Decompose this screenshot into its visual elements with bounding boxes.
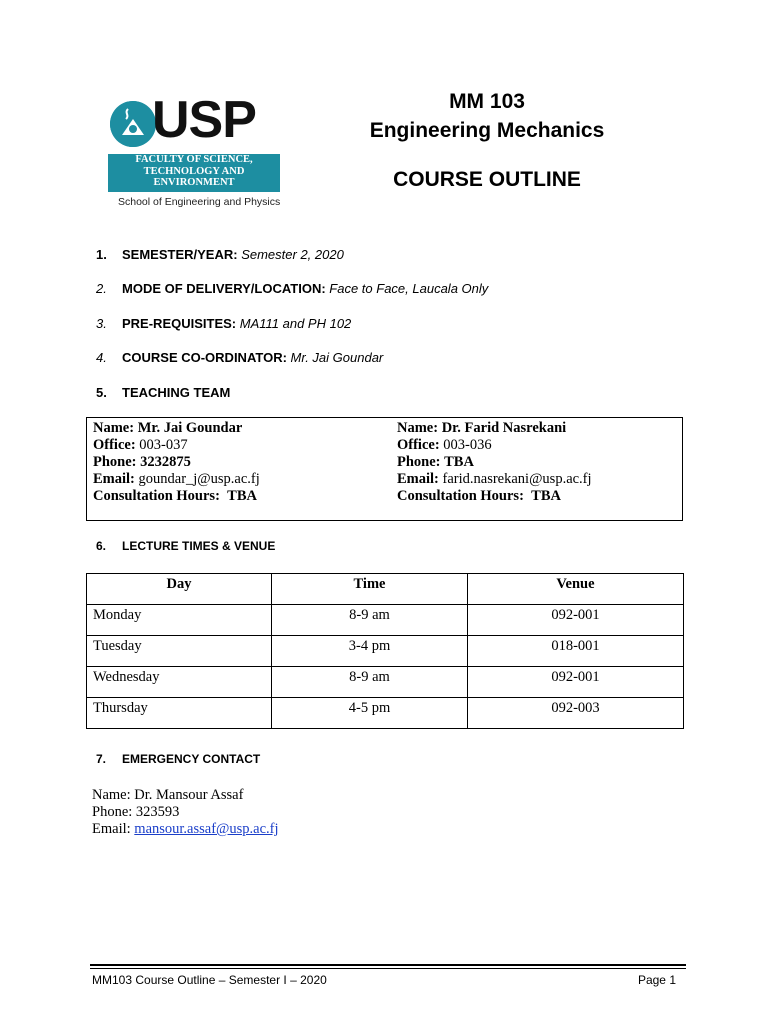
field-label: Email: xyxy=(93,471,135,487)
item-label: PRE-REQUISITES: xyxy=(122,316,237,331)
footer-rule xyxy=(90,964,686,966)
item-lecture-times xyxy=(96,539,275,553)
field-label: Name: xyxy=(93,420,135,436)
item-value: MA111 and PH 102 xyxy=(239,316,352,331)
school-name: School of Engineering and Physics xyxy=(118,196,281,208)
table-header-row xyxy=(87,574,684,605)
item-label: LECTURE TIMES & VENUE xyxy=(122,539,276,553)
course-name: Engineering Mechanics xyxy=(369,119,605,142)
column-header: Day xyxy=(87,574,272,605)
footer-rule xyxy=(90,968,686,969)
member-phone: TBA xyxy=(444,454,474,470)
member-hours: TBA xyxy=(531,488,561,504)
field-label: Name: xyxy=(92,787,131,803)
document-title: COURSE OUTLINE xyxy=(393,168,581,191)
item-label: TEACHING TEAM xyxy=(122,385,231,400)
member-email: farid.nasrekani@usp.ac.fj xyxy=(442,471,592,487)
cell-time: 8-9 am xyxy=(272,605,468,636)
item-value: Mr. Jai Goundar xyxy=(290,350,384,365)
cell-day: Wednesday xyxy=(87,667,272,698)
contact-email-link[interactable]: mansour.assaf@usp.ac.fj xyxy=(134,821,279,837)
table-row xyxy=(87,667,684,698)
field-label: Email: xyxy=(397,471,439,487)
table-row xyxy=(87,636,684,667)
field-label: Office: xyxy=(93,437,136,453)
field-label: Name: xyxy=(397,420,439,436)
contact-name: Dr. Mansour Assaf xyxy=(134,787,244,803)
member-phone: 3232875 xyxy=(140,454,191,470)
item-number: 2. xyxy=(96,281,107,296)
item-delivery xyxy=(96,281,488,296)
faculty-line: FACULTY OF SCIENCE, xyxy=(135,154,253,165)
field-label: Consultation Hours: xyxy=(93,488,220,504)
item-number: 4. xyxy=(96,350,107,365)
item-value: Semester 2, 2020 xyxy=(241,247,344,262)
member-office: 003-036 xyxy=(443,437,492,453)
cell-day: Monday xyxy=(87,605,272,636)
member-email: goundar_j@usp.ac.fj xyxy=(138,471,260,487)
table-row xyxy=(87,605,684,636)
usp-logo xyxy=(108,91,283,210)
field-label: Phone: xyxy=(93,454,137,470)
field-label: Email: xyxy=(92,821,131,837)
item-label: COURSE CO-ORDINATOR: xyxy=(122,350,287,365)
field-label: Phone: xyxy=(397,454,441,470)
field-label: Office: xyxy=(397,437,440,453)
cell-venue: 092-001 xyxy=(468,667,684,698)
team-member xyxy=(93,420,260,505)
column-header: Time xyxy=(272,574,468,605)
faculty-line: TECHNOLOGY AND xyxy=(143,165,245,177)
logo-wordmark: USP xyxy=(152,91,256,149)
item-prerequisites xyxy=(96,316,351,331)
contact-phone: 323593 xyxy=(135,804,180,820)
course-code: MM 103 xyxy=(449,90,525,113)
team-member xyxy=(397,420,592,505)
field-label: Phone: xyxy=(92,804,133,820)
page-number: Page 1 xyxy=(637,973,676,987)
faculty-line: ENVIRONMENT xyxy=(153,177,235,188)
cell-time: 8-9 am xyxy=(272,667,468,698)
cell-day: Thursday xyxy=(87,698,272,729)
item-label: EMERGENCY CONTACT xyxy=(122,752,261,766)
member-name: Mr. Jai Goundar xyxy=(137,420,243,436)
item-number: 7. xyxy=(96,752,107,766)
emergency-contact-block xyxy=(92,787,279,838)
teaching-team-box xyxy=(86,417,683,521)
cell-venue: 092-003 xyxy=(468,698,684,729)
item-number: 3. xyxy=(96,316,107,331)
item-semester xyxy=(96,247,344,262)
item-number: 6. xyxy=(96,539,107,553)
logo-mark xyxy=(108,91,283,154)
field-label: Consultation Hours: xyxy=(397,488,524,504)
member-name: Dr. Farid Nasrekani xyxy=(441,420,567,436)
cell-time: 3-4 pm xyxy=(272,636,468,667)
cell-venue: 018-001 xyxy=(468,636,684,667)
item-label: SEMESTER/YEAR: xyxy=(122,247,238,262)
item-teaching-team xyxy=(96,385,230,400)
item-number: 1. xyxy=(96,247,107,262)
cell-day: Tuesday xyxy=(87,636,272,667)
item-value: Face to Face, Laucala Only xyxy=(329,281,489,296)
cell-venue: 092-001 xyxy=(468,605,684,636)
member-hours: TBA xyxy=(227,488,257,504)
table-row xyxy=(87,698,684,729)
cell-time: 4-5 pm xyxy=(272,698,468,729)
lecture-table xyxy=(86,573,684,729)
item-coordinator xyxy=(96,350,383,365)
item-label: MODE OF DELIVERY/LOCATION: xyxy=(122,281,326,296)
logo-emblem-icon xyxy=(110,101,156,147)
column-header: Venue xyxy=(468,574,684,605)
footer-title: MM103 Course Outline – Semester I – 2020 xyxy=(92,973,327,987)
item-number: 5. xyxy=(96,385,107,400)
item-emergency-contact xyxy=(96,752,260,766)
member-office: 003-037 xyxy=(139,437,188,453)
faculty-banner xyxy=(108,154,280,192)
